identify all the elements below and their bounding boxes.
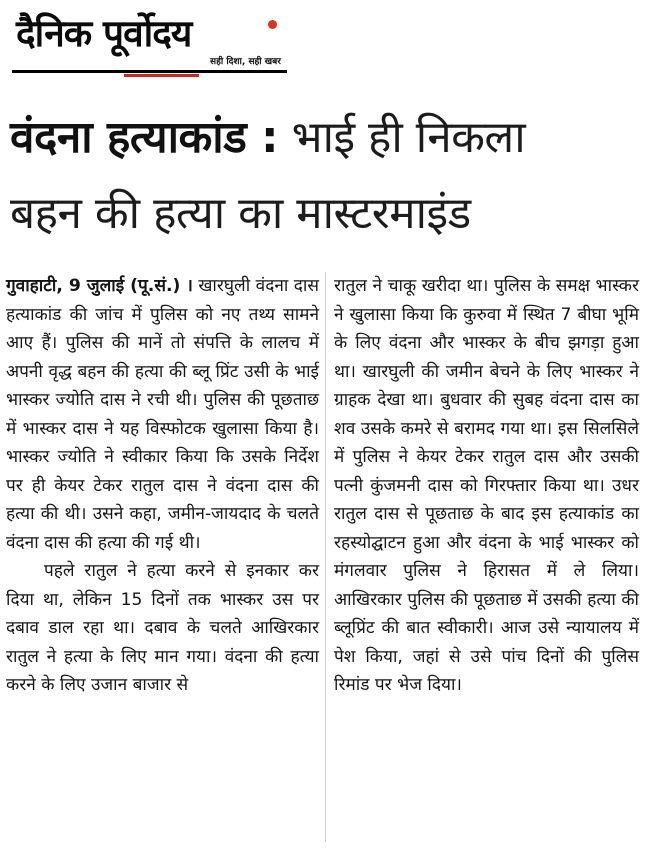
headline-light: भाई ही निकला xyxy=(278,112,526,163)
headline-line-2: बहन की हत्या का मास्टरमाइंड xyxy=(10,188,471,239)
masthead-rule xyxy=(12,70,287,73)
article-headline xyxy=(10,100,640,252)
dateline: गुवाहाटी, 9 जुलाई (पू.सं.) । xyxy=(6,276,193,296)
headline-strong: वंदना हत्याकांड : xyxy=(10,112,279,163)
article-paragraph-3: रातुल ने चाकू खरीदा था। पुलिस के समक्ष भास्कर ने खुलासा किया कि कुरुवा में स्थित 7 बीघा भूमि के लिए वंदना और भास्कर के बीच झगड़ा हुआ था। खारघुली की जमीन बेचने के लिए भास्कर ने ग्राहक देखा था। बुधवार की सुबह वंदना दास का शव उसके कमरे से बरामद गया था। इस सिलसिले में पुलिस ने केयर टेकर रातुल दास और उसकी पत्नी कुंजमनी दास को गिरफ्तार किया था। उधर रातुल दास से पूछताछ के बाद इस हत्याकांड का रहस्योद्घाटन हुआ और वंदना के भाई भास्कर को मंगलवार पुलिस ने हिरासत में ले लिया। आखिरकार पुलिस की पूछताछ में उसकी हत्या की ब्लूप्रिंट की बात स्वीकारी। आज उसे न्यायालय में पेश किया, जहां से उसे पांच दिनों की पुलिस रिमांड पर भेज दिया। xyxy=(334,276,639,695)
newspaper-title: दैनिक पूर्वोदय xyxy=(16,12,192,55)
headline-line-1 xyxy=(10,100,640,176)
article-column-right xyxy=(334,272,639,700)
article-paragraph-2: पहले रातुल ने हत्या करने से इनकार कर दिया था, लेकिन 15 दिनों तक भास्कर उस पर दबाव डाल रहा था। दबाव के चलते आखिरकार रातुल ने हत्या के लिए मान गया। वंदना की हत्या करने के लिए उजान बाजार से xyxy=(6,561,319,695)
article-paragraph-1 xyxy=(6,272,319,557)
paragraph-1-text: खारघुली वंदना दास हत्याकांड की जांच में पुलिस को नए तथ्य सामने आए हैं। पुलिस की मानें तो संपत्ति के लालच में अपनी वृद्ध बहन की हत्या की ब्लू प्रिंट उसी के भाई भास्कर ज्योति दास ने रची थी। पुलिस की पूछताछ में भास्कर दास ने यह विस्फोटक खुलासा किया है। भास्कर ज्योति ने स्वीकार किया कि उसके निर्देश पर ही केयर टेकर रातुल दास ने वंदना दास की हत्या की थी। उसने कहा, जमीन-जायदाद के चलते वंदना दास की हत्या की गई थी। xyxy=(6,276,319,553)
masthead-accent-rule xyxy=(124,74,199,77)
article-column-left xyxy=(6,272,319,700)
logo-dot xyxy=(268,20,277,29)
masthead xyxy=(12,6,287,74)
column-divider xyxy=(325,272,326,842)
newspaper-tagline: सही दिशा, सही खबर xyxy=(210,57,281,67)
